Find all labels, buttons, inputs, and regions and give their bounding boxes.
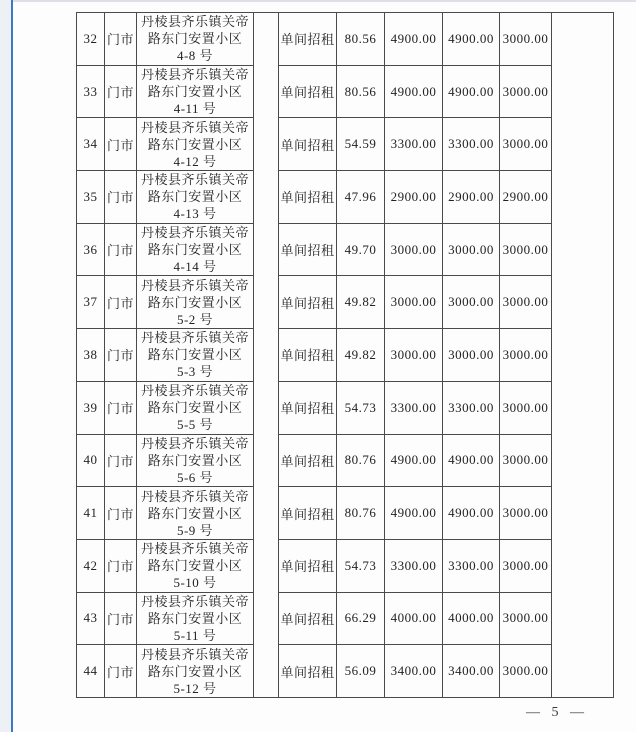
price-cell-3: 2900.00: [500, 171, 552, 224]
usage-cell: 门市: [105, 487, 137, 540]
address-cell: [137, 276, 254, 329]
address-line: 丹棱县齐乐镇关帝: [140, 541, 249, 557]
row-number-cell: 38: [77, 329, 105, 382]
address-line: 路东门安置小区: [147, 189, 243, 205]
address-line: 路东门安置小区: [147, 242, 243, 258]
address-line: 4-8 号: [176, 48, 214, 64]
address-line: 丹棱县齐乐镇关帝: [140, 119, 249, 135]
address-line: 路东门安置小区: [147, 84, 243, 100]
usage-cell: 门市: [105, 329, 137, 382]
area-cell: 80.76: [337, 434, 385, 487]
price-cell-1: 3000.00: [385, 329, 443, 382]
table-row: [77, 65, 614, 118]
address-cell: [137, 381, 254, 434]
usage-cell: 门市: [105, 65, 137, 118]
usage-cell: 门市: [105, 539, 137, 592]
row-number-cell: 34: [77, 118, 105, 171]
price-cell-1: 3000.00: [385, 276, 443, 329]
usage-cell: 门市: [105, 223, 137, 276]
area-cell: 56.09: [337, 645, 385, 698]
price-cell-3: 3000.00: [500, 539, 552, 592]
price-cell-1: 3300.00: [385, 539, 443, 592]
price-cell-1: 4000.00: [385, 592, 443, 645]
address-line: 丹棱县齐乐镇关帝: [140, 172, 249, 188]
address-cell: [137, 487, 254, 540]
area-cell: 80.56: [337, 13, 385, 66]
address-line: 5-3 号: [176, 364, 214, 380]
lease-type-cell: 单间招租: [279, 118, 337, 171]
usage-cell: 门市: [105, 592, 137, 645]
lease-type-cell: 单间招租: [279, 329, 337, 382]
row-number-cell: 35: [77, 171, 105, 224]
area-cell: 49.82: [337, 276, 385, 329]
address-cell: [137, 434, 254, 487]
price-cell-1: 4900.00: [385, 487, 443, 540]
price-cell-2: 4900.00: [443, 65, 500, 118]
area-cell: 54.73: [337, 381, 385, 434]
area-cell: 54.59: [337, 118, 385, 171]
area-cell: 47.96: [337, 171, 385, 224]
usage-cell: 门市: [105, 645, 137, 698]
address-line: 5-10 号: [173, 575, 217, 591]
price-cell-2: 3300.00: [443, 381, 500, 434]
address-line: 路东门安置小区: [147, 347, 243, 363]
lease-type-cell: 单间招租: [279, 276, 337, 329]
lease-type-cell: 单间招租: [279, 13, 337, 66]
row-number-cell: 37: [77, 276, 105, 329]
price-cell-1: 3300.00: [385, 381, 443, 434]
price-cell-2: 3000.00: [443, 329, 500, 382]
row-number-cell: 42: [77, 539, 105, 592]
address-line: 路东门安置小区: [147, 505, 243, 521]
address-line: 丹棱县齐乐镇关帝: [140, 383, 249, 399]
table-row: [77, 118, 614, 171]
price-cell-2: 3400.00: [443, 645, 500, 698]
address-line: 丹棱县齐乐镇关帝: [140, 435, 249, 451]
price-cell-1: 4900.00: [385, 13, 443, 66]
usage-cell: 门市: [105, 434, 137, 487]
price-cell-3: 3000.00: [500, 645, 552, 698]
usage-cell: 门市: [105, 381, 137, 434]
area-cell: 80.56: [337, 65, 385, 118]
lease-type-cell: 单间招租: [279, 645, 337, 698]
table-row: [77, 276, 614, 329]
address-line: 丹棱县齐乐镇关帝: [140, 330, 249, 346]
price-cell-3: 3000.00: [500, 381, 552, 434]
address-line: 4-13 号: [173, 206, 217, 222]
price-cell-2: 4900.00: [443, 434, 500, 487]
price-cell-1: 4900.00: [385, 65, 443, 118]
price-cell-3: 3000.00: [500, 434, 552, 487]
price-cell-3: 3000.00: [500, 223, 552, 276]
area-cell: 54.73: [337, 539, 385, 592]
address-line: 丹棱县齐乐镇关帝: [140, 646, 249, 662]
lease-type-cell: 单间招租: [279, 381, 337, 434]
table-row: [77, 592, 614, 645]
usage-cell: 门市: [105, 171, 137, 224]
merged-empty-cell-right: [552, 13, 614, 698]
price-cell-3: 3000.00: [500, 13, 552, 66]
address-line: 5-9 号: [176, 522, 214, 538]
row-number-cell: 43: [77, 592, 105, 645]
address-cell: [137, 65, 254, 118]
row-number-cell: 36: [77, 223, 105, 276]
price-cell-2: 4900.00: [443, 487, 500, 540]
page-gutter: [0, 0, 11, 732]
address-line: 5-11 号: [173, 627, 217, 643]
usage-cell: 门市: [105, 118, 137, 171]
merged-empty-cell: [254, 13, 279, 698]
address-line: 5-6 号: [176, 469, 214, 485]
address-cell: [137, 329, 254, 382]
table-row: [77, 539, 614, 592]
table-row: [77, 434, 614, 487]
address-line: 路东门安置小区: [147, 558, 243, 574]
lease-type-cell: 单间招租: [279, 434, 337, 487]
price-cell-2: 4900.00: [443, 13, 500, 66]
area-cell: 49.70: [337, 223, 385, 276]
address-line: 5-5 号: [176, 417, 214, 433]
address-cell: [137, 223, 254, 276]
price-cell-1: 3400.00: [385, 645, 443, 698]
address-line: 路东门安置小区: [147, 610, 243, 626]
address-cell: [137, 539, 254, 592]
row-number-cell: 39: [77, 381, 105, 434]
address-line: 丹棱县齐乐镇关帝: [140, 593, 249, 609]
price-cell-2: 3000.00: [443, 276, 500, 329]
price-cell-3: 3000.00: [500, 276, 552, 329]
table-row: [77, 329, 614, 382]
price-cell-3: 3000.00: [500, 118, 552, 171]
page-number: — 5 —: [526, 705, 588, 720]
address-line: 路东门安置小区: [147, 294, 243, 310]
address-line: 路东门安置小区: [147, 400, 243, 416]
address-line: 路东门安置小区: [147, 663, 243, 679]
price-cell-1: 4900.00: [385, 434, 443, 487]
address-line: 路东门安置小区: [147, 452, 243, 468]
row-number-cell: 44: [77, 645, 105, 698]
address-line: 4-11 号: [173, 101, 217, 117]
row-number-cell: 33: [77, 65, 105, 118]
row-number-cell: 41: [77, 487, 105, 540]
address-line: 丹棱县齐乐镇关帝: [140, 488, 249, 504]
address-line: 丹棱县齐乐镇关帝: [140, 67, 249, 83]
address-cell: [137, 118, 254, 171]
table-row: [77, 645, 614, 698]
address-cell: [137, 645, 254, 698]
address-line: 5-2 号: [176, 311, 214, 327]
table-row: [77, 223, 614, 276]
address-cell: [137, 592, 254, 645]
lease-type-cell: 单间招租: [279, 592, 337, 645]
price-cell-2: 4000.00: [443, 592, 500, 645]
address-line: 路东门安置小区: [147, 31, 243, 47]
lease-type-cell: 单间招租: [279, 65, 337, 118]
price-cell-3: 3000.00: [500, 65, 552, 118]
area-cell: 80.76: [337, 487, 385, 540]
address-line: 丹棱县齐乐镇关帝: [140, 14, 249, 30]
lease-type-cell: 单间招租: [279, 171, 337, 224]
rental-table: [76, 12, 614, 698]
address-cell: [137, 171, 254, 224]
area-cell: 66.29: [337, 592, 385, 645]
price-cell-1: 3000.00: [385, 223, 443, 276]
price-cell-2: 3000.00: [443, 223, 500, 276]
address-line: 4-14 号: [173, 259, 217, 275]
lease-type-cell: 单间招租: [279, 223, 337, 276]
address-line: 丹棱县齐乐镇关帝: [140, 277, 249, 293]
row-number-cell: 40: [77, 434, 105, 487]
address-line: 4-12 号: [173, 153, 217, 169]
lease-type-cell: 单间招租: [279, 539, 337, 592]
address-line: 路东门安置小区: [147, 136, 243, 152]
vertical-accent-line: [11, 0, 13, 732]
price-cell-2: 3300.00: [443, 118, 500, 171]
price-cell-1: 3300.00: [385, 118, 443, 171]
row-number-cell: 32: [77, 13, 105, 66]
price-cell-1: 2900.00: [385, 171, 443, 224]
usage-cell: 门市: [105, 13, 137, 66]
price-cell-3: 3000.00: [500, 487, 552, 540]
address-line: 丹棱县齐乐镇关帝: [140, 225, 249, 241]
price-cell-2: 3300.00: [443, 539, 500, 592]
viewport-top-edge: [0, 0, 636, 2]
table-row: [77, 487, 614, 540]
usage-cell: 门市: [105, 276, 137, 329]
address-cell: [137, 13, 254, 66]
area-cell: 49.82: [337, 329, 385, 382]
table-row: [77, 171, 614, 224]
table-row: [77, 381, 614, 434]
lease-type-cell: 单间招租: [279, 487, 337, 540]
price-cell-3: 3000.00: [500, 329, 552, 382]
rental-table-body: [77, 13, 614, 698]
table-row: [77, 13, 614, 66]
price-cell-2: 2900.00: [443, 171, 500, 224]
price-cell-3: 3000.00: [500, 592, 552, 645]
address-line: 5-12 号: [173, 680, 217, 696]
